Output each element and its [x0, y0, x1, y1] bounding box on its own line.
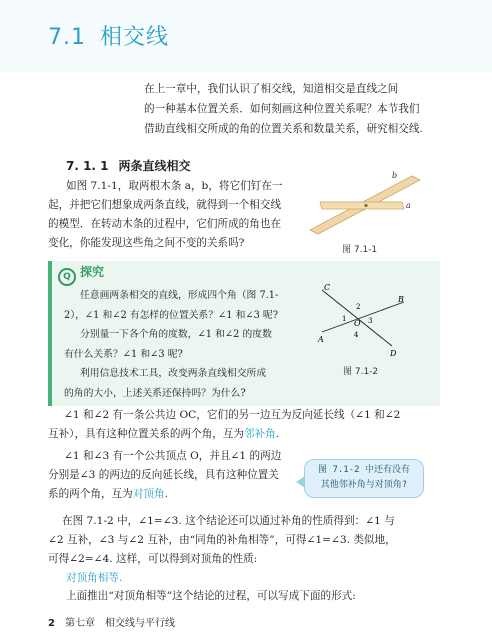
explore-text	[64, 286, 278, 404]
property-statement: 对顶角相等.	[66, 572, 123, 584]
intro-line: 在上一章中，我们认识了相交线，知道相交是直线之间	[144, 83, 399, 95]
subsection-number: 7. 1. 1	[66, 159, 109, 173]
explore-line: 的角的大小，上述关系还保持吗？为什么?	[64, 387, 246, 399]
paragraph-line: ∠1 和∠3 有一个公共顶点 O，并且∠1 的两边	[64, 450, 282, 462]
paragraph-proof	[48, 512, 396, 569]
explore-title	[58, 263, 104, 286]
intro-paragraph	[144, 80, 444, 140]
point-d: D	[390, 349, 397, 358]
nail	[364, 204, 367, 207]
section-line: 如图 7.1-1，取两根木条 a，b，将它们钉在一	[66, 180, 283, 192]
paragraph-adjacent-angles	[48, 406, 400, 444]
explore-magnifier-icon: Q	[58, 268, 76, 286]
section-title: 相交线	[100, 25, 170, 50]
angle-4: 4	[354, 331, 359, 339]
term-vertical-angles: 对顶角	[132, 488, 165, 500]
point-c: C	[324, 283, 331, 292]
explore-line: 2），∠1 和∠2 有怎样的位置关系？∠1 和∠3 呢?	[64, 309, 278, 321]
explore-label: 探究	[80, 265, 105, 279]
paragraph-vertical-angles	[48, 447, 281, 504]
footer-chapter: 第七章 相交线与平行线	[64, 618, 175, 629]
subsection-title: 两条直线相交	[118, 159, 191, 173]
callout-line: 图 7.1-2 中还有没有	[318, 465, 410, 475]
wooden-sticks-figure	[306, 168, 422, 244]
section-line: 起，并把它们想象成两条直线，就得到一个相交线	[48, 199, 282, 211]
text: .	[164, 488, 168, 500]
angle-2: 2	[356, 303, 361, 311]
angle-1: 1	[342, 315, 347, 323]
paragraph-line	[48, 485, 281, 504]
paragraph-line: 在图 7.1-2 中，∠1=∠3. 这个结论还可以通过补角的性质得到：∠1 与	[62, 515, 395, 527]
term-adjacent-supplementary: 邻补角	[243, 428, 276, 440]
point-b: B	[398, 295, 404, 304]
point-a: A	[318, 335, 324, 344]
label-a: a	[406, 201, 411, 210]
paragraph-line: ∠2 互补，∠3 与∠2 互补，由“同角的补角相等”，可得∠1=∠3. 类似地，	[48, 534, 396, 546]
text: .	[275, 428, 280, 440]
figure-caption: 图 7.1-2	[343, 367, 379, 377]
explore-line: 分别量一下各个角的度数，∠1 和∠2 的度数	[80, 329, 272, 341]
paragraph-line: ∠1 和∠2 有一条公共边 OC，它们的另一边互为反向延长线（∠1 和∠2	[64, 409, 401, 421]
section-line: 的模型．在转动木条的过程中，它们所成的角也在	[48, 218, 282, 230]
paragraph-line: 上面推出“对顶角相等”这个结论的过程，可以写成下面的形式:	[66, 590, 356, 602]
section-paragraph-cont	[48, 196, 281, 253]
label-b: b	[392, 171, 398, 180]
paragraph-line	[48, 425, 400, 444]
thinking-callout	[304, 459, 424, 498]
section-number: 7.1	[48, 25, 86, 50]
paragraph-line: 分别是∠3 的两边的反向延长线，具有这种位置关	[48, 469, 279, 481]
section-heading	[48, 20, 169, 51]
explore-line: 有什么关系？∠1 和∠3 呢?	[64, 348, 183, 360]
intro-line: 借助直线相交所成的角的位置关系和数量关系，研究相交线.	[144, 123, 423, 135]
stick-a	[320, 202, 404, 209]
line-ab	[322, 302, 404, 332]
subsection-heading	[66, 157, 191, 174]
intro-line: 的一种基本位置关系．如何刻画这种位置关系呢？本节我们	[144, 103, 420, 115]
page-number: 2	[48, 618, 55, 629]
page-footer	[48, 614, 175, 629]
intersecting-lines-figure	[314, 282, 414, 358]
explore-line: 任意画两条相交的直线，形成四个角（图 7.1-	[80, 290, 279, 301]
paragraph-line: 可得∠2=∠4. 这样，可以得到对顶角的性质:	[48, 553, 258, 565]
text: 互补），具有这种位置关系的两个角，互为	[48, 428, 244, 440]
figure-caption: 图 7.1-1	[342, 245, 378, 255]
section-line: 变化，你能发现这些角之间不变的关系吗?	[48, 237, 245, 249]
paragraph-derivation	[48, 587, 356, 606]
callout-line: 其他邻补角与对顶角?	[320, 480, 408, 490]
point-o: O	[354, 319, 361, 328]
angle-3: 3	[368, 317, 373, 325]
explore-line: 利用信息技术工具，改变两条直线相交所成	[80, 368, 267, 380]
section-paragraph	[66, 177, 283, 196]
text: 系的两个角，互为	[48, 488, 133, 500]
